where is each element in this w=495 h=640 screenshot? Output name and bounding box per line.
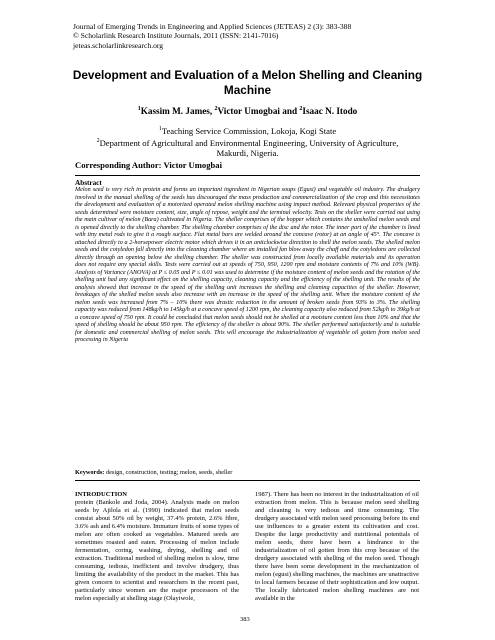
divider-bottom [75, 480, 420, 481]
body-column-left [75, 491, 239, 603]
affiliation-2-line-2: Makurdi, Nigeria. [216, 148, 279, 159]
affiliation-1 [60, 124, 435, 136]
author-2: Victor Umogbai and [217, 106, 300, 117]
author-1-affiliation-mark: 1 [137, 106, 141, 112]
keywords-label: Keywords: [75, 469, 105, 476]
abstract-heading: Abstract [75, 179, 102, 187]
author-1: Kassim M. James, [140, 106, 215, 117]
copyright-line: © Scholarlink Research Institute Journals, 2011 (ISSN: 2141-7016) [73, 31, 279, 41]
corresponding-author: Corresponding Author: Victor Umogbai [75, 160, 222, 170]
journal-header [73, 22, 433, 50]
affiliation-2-mark: 2 [96, 138, 100, 144]
keywords-text: design, construction, testing; melon, seeds, sheller [104, 469, 233, 476]
affiliation-2-line-1: Department of Agricultural and Environmental Engineering, University of Agriculture, [99, 137, 399, 148]
journal-url: jeteas.scholarlinkresearch.org [73, 40, 164, 50]
author-3-affiliation-mark: 2 [299, 106, 303, 112]
author-3: Isaac N. Itodo [302, 106, 358, 117]
journal-citation: Journal of Emerging Trends in Engineering and Applied Sciences (JETEAS) 2 (3): 383-388 [73, 22, 352, 31]
divider-top [75, 175, 420, 176]
introduction-heading: INTRODUCTION [75, 491, 128, 498]
author-2-affiliation-mark: 2 [214, 106, 218, 112]
introduction-left-text: protein (Bankole and Joda, 2004). Analysis made on melon seeds by Ajilola et al. (1990) indicated that melon seeds consist about 50% oil by weight, 37.4% protein, 2.6% fibre, 3.6% ash and 6.4% moisture. Immature fruits of some types of melon are often cooked as vegetables. Matured seeds are sometimes roasted and eaten. Processing of melon include fermentation, coring, washing, drying, shelling and oil extraction. Traditional method of shelling melon is slow, time consuming, tedious, inefficient and involve drudgery, thus limiting the availability of the product in the market. This has given concern to scientist and researchers in the recent past, particularly since women are the major processors of the melon especially at shelling stage (Olayiwole, [75, 499, 239, 602]
paper-title: Development and Evaluation of a Melon Shelling and Cleaning Machine [72, 68, 423, 97]
affiliation-1-text: Teaching Service Commission, Lokoja, Kogi State [161, 125, 337, 136]
page-number: 383 [240, 616, 250, 623]
keywords [75, 469, 420, 477]
introduction-right-text: 1987). There has been no interest in the industrialization of oil extraction from melon. This is because melon seed shelling and cleaning is very tedious and time consuming. The drudgery associated with melon seed processing before its end use influences to a greater extent its cultivation and cost. Despite the large productivity and nutritional potentials of melon seeds, there have been a hindrance to the industrialization of oil gotten from this crop because of the drudgery associated with shelling of the melon seed. Though there have been some development in the mechanization of melon (egusi) shelling machines, the machines are unattractive to local farmers because of their sophistication and low output. The locally fabricated melon shelling machines are not available in the [255, 491, 419, 602]
body-column-right [255, 491, 419, 603]
affiliation-2 [60, 136, 435, 159]
abstract-body: Melon seed is very rich in protein and forms an important ingredient in Nigerian soups (Egusi) and vegetable oil industry. The drudgery involved in the manual shelling of the seeds has discouraged the mass production and commercialization of the crop and this necessitates the development and evaluation of a motorized operated melon shelling machine using impact method. Relevant physical properties of the seeds determined were moisture content, size, angle of repose, weight and the terminal velocity. Tests on the sheller were carried out using the main cultivar of melon (Bara) cultivated in Nigeria. The sheller comprises of the hopper which contains the unshelled melon seeds and is opened directly to the shelling chamber. The shelling chamber comprises of the disc and the rotor. The inner part of the chamber is lined with tiny metal rods to give it a rough surface. Flat metal bars are welded around the concave (rotor) at an angle of 45°. The concave is attached directly to a 2-horsepower electric motor which drives it in an anticlockwise direction to shell the melon seeds. The shelled melon seeds and the cotyledon fall directly into the cleaning chamber where an installed fan blow away the chaff and the cotyledons are collected directly through an opening below the shelling chamber. The sheller was constructed from locally available materials and its operation does not require any special skills. Tests were carried out at speeds of 750, 950, 1200 rpm and moisture contents of 7% and 10% (WB). Analysis of Variance (ANOVA) at P ≤ 0.05 and P ≤ 0.01 was used to determine if the moisture content of melon seeds and the rotation of the shelling unit had any significant effect on the shelling capacity, cleaning capacity and the efficiency of the shelling unit. The results of the analysis showed that increase in the speed of the shelling unit increases the shelling and cleaning capacities of the sheller. However, breakages of the shelled melon seeds also increase with an increase in the speed of the shelling unit. When the moisture content of the melon seeds was increased from 7% – 10% there was drastic reduction in the amount of broken seeds from 93% to 3%. The shelling capacity was reduced from 148kg/h to 145kg/h at a concave speed of 1200 rpm, the cleaning capacity also reduced from 52kg/h to 39kg/h at a concave speed of 750 rpm. It could be concluded that melon seeds should not be shelled at a moisture content less than 10% and that the speed of shelling should be about 950 rpm. The efficiency of the sheller is about 90%. The sheller performed satisfactorily and is suitable for domestic and commercial shelling of melon seeds. This will encourage the industrialization of vegetable oil gotten from melon seed processing in Nigeria [75, 187, 420, 343]
affiliation-1-mark: 1 [158, 126, 162, 132]
author-list [60, 106, 435, 116]
